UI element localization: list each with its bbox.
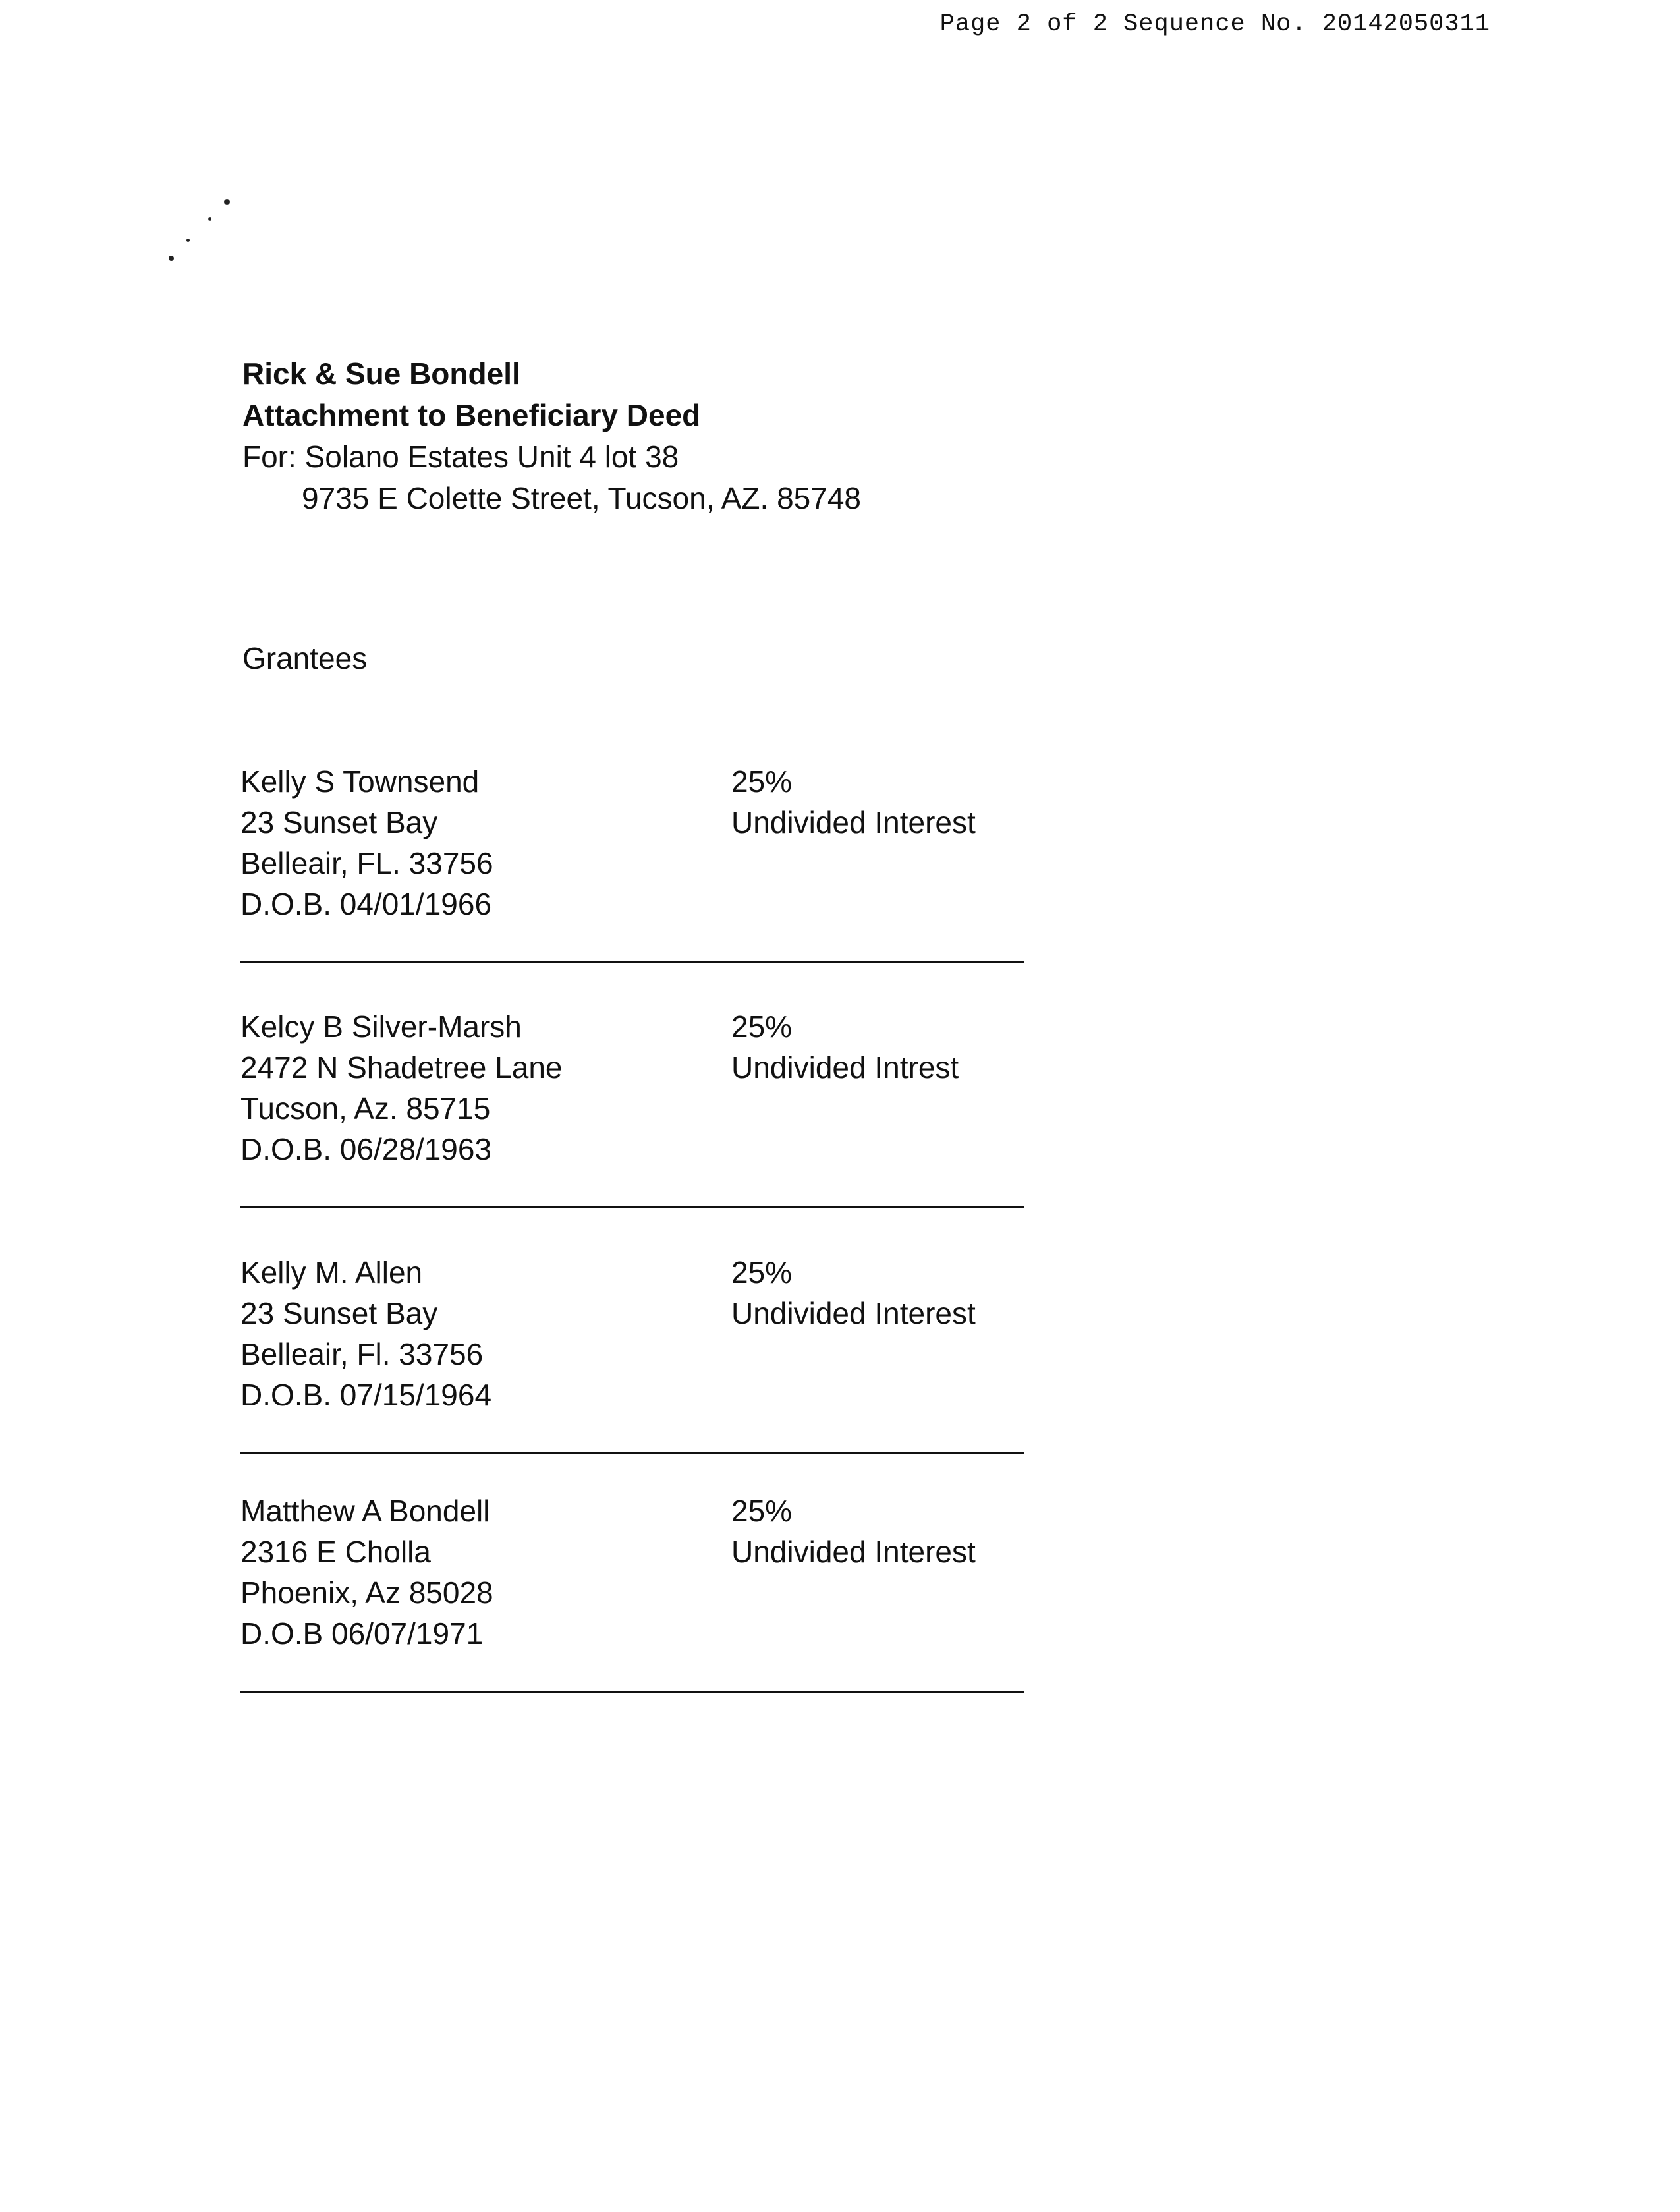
divider-line [240,1691,1024,1693]
scan-speck [186,239,190,242]
grantee-name: Kelcy B Silver-Marsh [240,1009,522,1044]
grantee-city: Phoenix, Az 85028 [240,1575,493,1610]
share-interest: Undivided Intrest [731,1050,959,1085]
grantee-street: 2472 N Shadetree Lane [240,1050,563,1085]
grantee-city: Belleair, Fl. 33756 [240,1337,484,1371]
grantee-dob: D.O.B 06/07/1971 [240,1616,484,1651]
share-interest: Undivided Interest [731,1296,976,1330]
grantee-share [731,1006,959,1088]
grantee-name: Matthew A Bondell [240,1494,490,1528]
grantee-street: 2316 E Cholla [240,1535,431,1569]
grantee-name: Kelly M. Allen [240,1255,423,1290]
share-percent: 25% [731,764,793,799]
grantee-dob: D.O.B. 07/15/1964 [240,1378,492,1412]
owners-name: Rick & Sue Bondell [242,356,520,391]
grantee-details [240,1006,563,1170]
document-title-block [242,353,861,519]
grantee-details [240,1252,491,1415]
grantee-dob: D.O.B. 04/01/1966 [240,887,492,921]
scan-speck [224,199,230,205]
grantee-city: Tucson, Az. 85715 [240,1091,491,1125]
scan-speck [208,217,211,221]
share-percent: 25% [731,1009,793,1044]
page-sequence-header: Page 2 of 2 Sequence No. 20142050311 [939,11,1490,38]
grantee-details [240,761,493,924]
grantee-details [240,1490,493,1654]
divider-line [240,1206,1024,1208]
grantees-heading: Grantees [242,641,368,675]
divider-line [240,961,1024,963]
share-percent: 25% [731,1494,793,1528]
scan-speck [169,256,174,261]
divider-line [240,1452,1024,1454]
grantee-street: 23 Sunset Bay [240,805,438,839]
property-address: 9735 E Colette Street, Tucson, AZ. 85748 [302,481,861,515]
grantee-share [731,761,976,843]
property-description: For: Solano Estates Unit 4 lot 38 [242,440,679,474]
grantee-city: Belleair, FL. 33756 [240,846,493,880]
grantee-share [731,1490,976,1572]
share-interest: Undivided Interest [731,805,976,839]
share-percent: 25% [731,1255,793,1290]
grantee-dob: D.O.B. 06/28/1963 [240,1132,492,1166]
share-interest: Undivided Interest [731,1535,976,1569]
document-title: Attachment to Beneficiary Deed [242,398,701,432]
grantee-name: Kelly S Townsend [240,764,480,799]
grantee-street: 23 Sunset Bay [240,1296,438,1330]
grantee-share [731,1252,976,1334]
